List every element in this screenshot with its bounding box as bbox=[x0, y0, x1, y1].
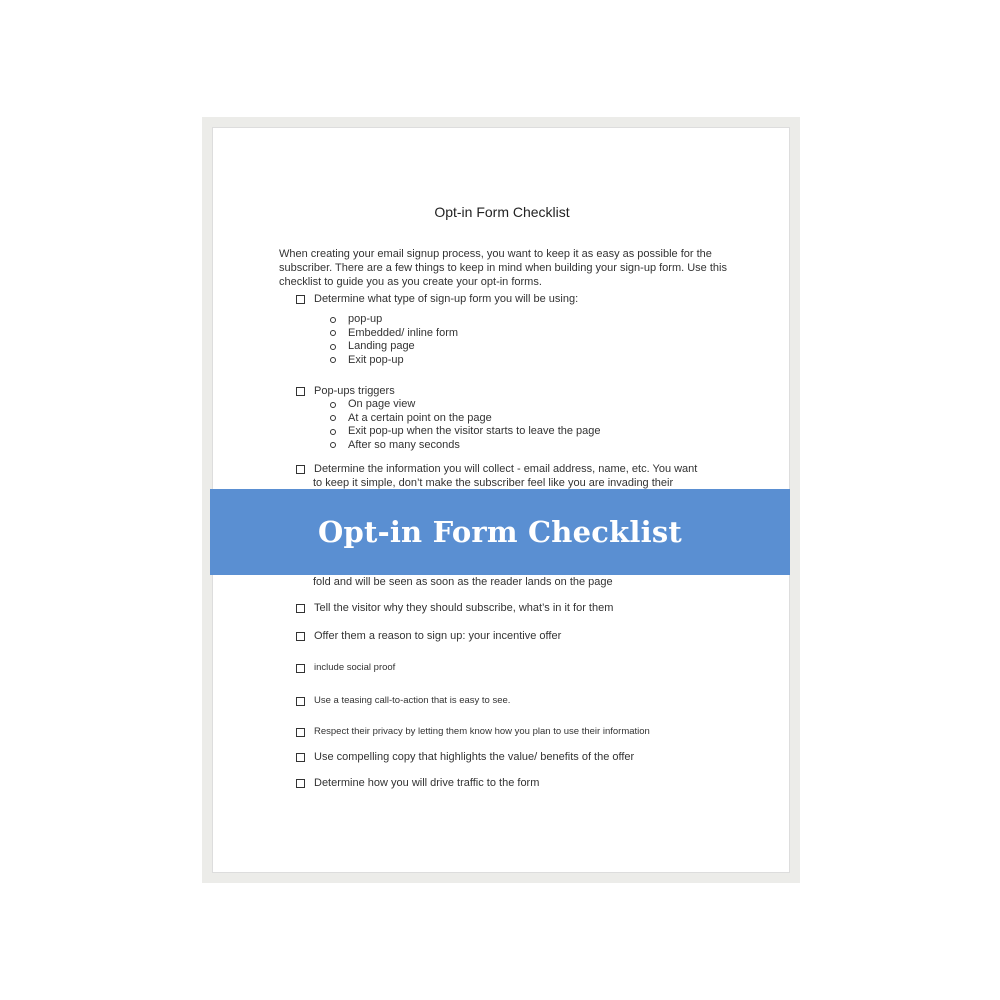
checkbox-icon bbox=[296, 387, 305, 396]
checklist-item-line: Determine the information you will collect - email address, name, etc. You want bbox=[314, 463, 698, 475]
checkbox-icon bbox=[296, 664, 305, 673]
list-item-text: Landing page bbox=[348, 340, 415, 352]
list-item bbox=[330, 439, 460, 453]
checklist-item-continuation: to keep it simple, don’t make the subscriber feel like you are invading their bbox=[313, 477, 674, 489]
checklist-item-text: Use a teasing call-to-action that is easy to see. bbox=[314, 695, 511, 706]
checklist-item-continuation: fold and will be seen as soon as the reader lands on the page bbox=[313, 576, 613, 588]
circle-bullet-icon bbox=[330, 442, 336, 448]
list-item bbox=[330, 354, 404, 368]
checklist-item bbox=[296, 776, 726, 790]
checklist-item-text: Use compelling copy that highlights the value/ benefits of the offer bbox=[314, 751, 635, 763]
checkbox-icon bbox=[296, 465, 305, 474]
checklist-item-text: Respect their privacy by letting them know how you plan to use their information bbox=[314, 726, 650, 737]
checklist-item bbox=[296, 629, 726, 643]
checkbox-icon bbox=[296, 697, 305, 706]
checkbox-icon bbox=[296, 604, 305, 613]
list-item-text: Exit pop-up bbox=[348, 353, 404, 366]
checklist-item-text: include social proof bbox=[314, 662, 396, 673]
checkbox-icon bbox=[296, 728, 305, 737]
checklist-item bbox=[296, 384, 726, 398]
checklist-item-text: Offer them a reason to sign up: your incentive offer bbox=[314, 630, 562, 642]
list-item bbox=[330, 327, 458, 341]
checklist-item bbox=[296, 601, 726, 615]
circle-bullet-icon bbox=[330, 402, 336, 408]
intro-paragraph: When creating your email signup process, you want to keep it as easy as possible for the subscriber. There are a few things to keep in mind when building your sign-up form. Use this checklist to guide you as you create your opt-in forms. bbox=[279, 248, 727, 288]
banner-title: Opt-in Form Checklist bbox=[318, 515, 682, 549]
checklist-item bbox=[296, 694, 726, 708]
checklist-item-text: Determine how you will drive traffic to the form bbox=[314, 777, 540, 789]
circle-bullet-icon bbox=[330, 429, 336, 435]
list-item-text: After so many seconds bbox=[348, 438, 460, 451]
list-item-text: pop-up bbox=[348, 313, 383, 325]
checklist-item bbox=[296, 292, 726, 306]
checklist-item-text: Pop-ups triggers bbox=[314, 385, 395, 397]
checklist-item bbox=[296, 462, 726, 476]
list-item-text: Exit pop-up when the visitor starts to leave the page bbox=[348, 425, 601, 437]
list-item-text: On page view bbox=[348, 398, 416, 410]
circle-bullet-icon bbox=[330, 357, 336, 363]
list-item bbox=[330, 412, 492, 426]
checklist-item bbox=[296, 725, 756, 739]
checkbox-icon bbox=[296, 295, 305, 304]
list-item-text: At a certain point on the page bbox=[348, 411, 492, 424]
circle-bullet-icon bbox=[330, 330, 336, 336]
document-title: Opt-in Form Checklist bbox=[434, 204, 570, 220]
checklist-item-text: Tell the visitor why they should subscribe, what’s in it for them bbox=[314, 602, 614, 614]
circle-bullet-icon bbox=[330, 344, 336, 350]
checkbox-icon bbox=[296, 632, 305, 641]
list-item bbox=[330, 398, 415, 412]
checkbox-icon bbox=[296, 779, 305, 788]
circle-bullet-icon bbox=[330, 415, 336, 421]
circle-bullet-icon bbox=[330, 317, 336, 323]
list-item bbox=[330, 313, 382, 327]
checklist-item bbox=[296, 750, 726, 764]
checklist-item-text: Determine what type of sign-up form you will be using: bbox=[314, 293, 579, 305]
list-item bbox=[330, 340, 415, 354]
checklist-item bbox=[296, 661, 726, 675]
title-banner bbox=[210, 489, 790, 575]
list-item-text: Embedded/ inline form bbox=[348, 326, 459, 339]
checklist-item-text bbox=[314, 462, 697, 476]
checkbox-icon bbox=[296, 753, 305, 762]
list-item bbox=[330, 425, 601, 439]
